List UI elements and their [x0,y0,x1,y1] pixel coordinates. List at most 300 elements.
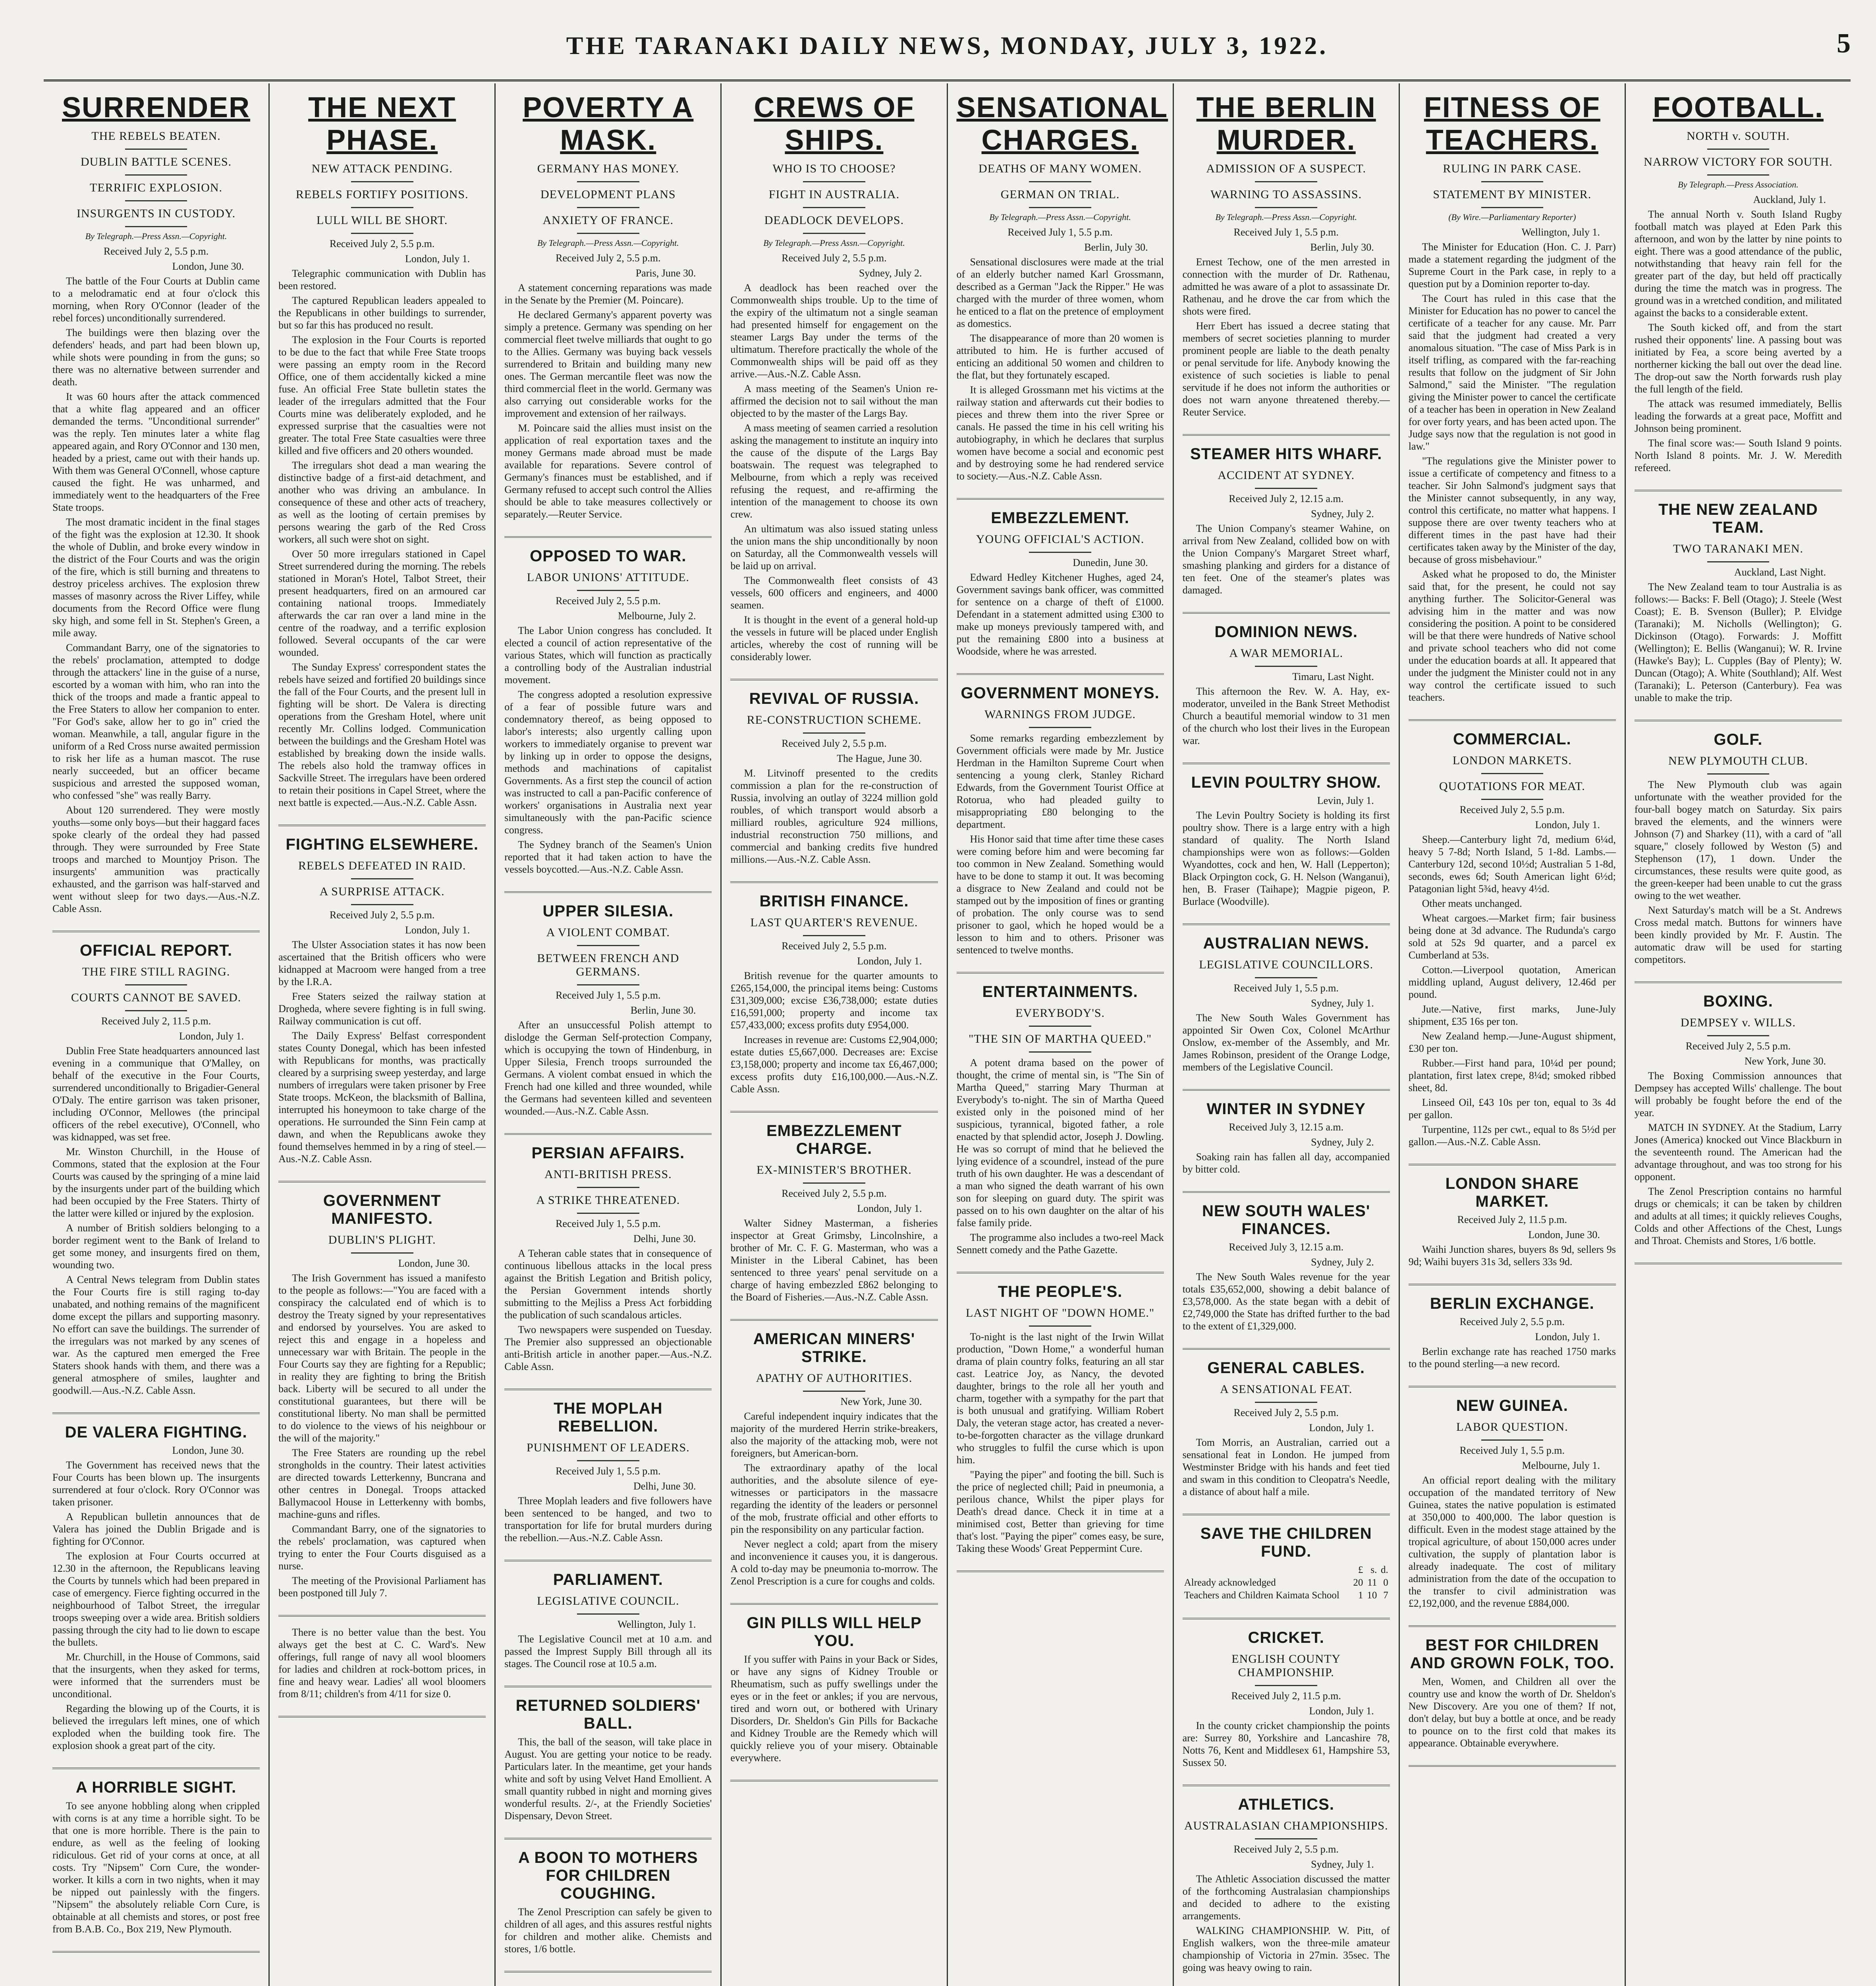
article [52,91,260,915]
article-subhead: GERMAN ON TRIAL. [1000,188,1120,201]
article-subhead: WHO IS TO CHOOSE? [772,162,896,175]
dateline: New York, June 30. [840,1396,922,1407]
table-cell: Already acknowledged [1184,1577,1276,1588]
article-subhead: NEW PLYMOUTH CLUB. [1668,754,1808,767]
article-subhead: REBELS DEFEATED IN RAID. [298,859,466,872]
article-headline: BOXING. [1703,993,1773,1010]
article-headline: WINTER IN SYDNEY [1206,1100,1366,1118]
article-paragraph: The New Plymouth club was again unfortunate with the weather provided for the four-ball bogey match on Saturday. Six pairs braved the elements, and the winners were Johnson (7) and Sharkey (11), with a card of "all square," closely followed by Weston (5) and Stephenson (17), 1 down. Under the circumstances, these results were quite good, as the green-keeper had been unable to cut the grass owing to the wet weather. [1634,779,1842,901]
article-paragraph: The New South Wales Government has appointed Sir Owen Cox, Colonel McArthur Onslow, ex-member of the Assembly, and Mr. James Robinson, president of the Orange Lodge, members of the Legislative Council. [1182,1012,1390,1073]
article [1183,445,1390,596]
article-headline: LEVIN POULTRY SHOW. [1191,774,1381,791]
dateline: Melbourne, July 2. [618,610,696,622]
article-headline: ENTERTAINMENTS. [982,983,1138,1001]
divider [125,984,187,985]
article-headline: DE VALERA FIGHTING. [65,1424,247,1441]
press-credit: (By Wire.—Parliamentary Reporter) [1448,212,1576,222]
article-subhead: ENGLISH COUNTY CHAMPIONSHIP. [1231,1652,1341,1679]
article-paragraph: The Irish Government has issued a manifesto to the people as follows:—"You are faced with a conspiracy the calculated end of which is to destroy the Treaty signed by your representatives and endorsed by yourselves. You are asked to reject this and engage in a hopeless and unnecessary war with Britain. The people in the Four Courts say they are fighting for a Republic; in reality they are fighting to bring the British back. Liberty will be secured to all under the constitutional guarantees, but there will be constitutional liberty. No man shall be permitted to do violence to the views of his neighbour or the will of the majority." [278,1272,486,1444]
divider [1707,174,1770,176]
dateline: London, July 1. [857,955,922,967]
divider [577,984,639,985]
article [730,893,938,1095]
article-headline: COMMERCIAL. [1453,730,1571,748]
article-paragraph: The Levin Poultry Society is holding its first poultry show. There is a large entry with a high standard of quality. The North Island championships were won as follows:—Golden Wyandottes, cock and hen, W. Hall (Lepperton); Black Orpington cock, G. H. Nelson (Wanganui), hen, B. Fraser (Taihape); Magpie pigeon, P. Burlace (Woodville). [1182,809,1390,907]
received-line: Received July 2, 5.5 p.m. [1233,1407,1339,1418]
article [1409,1295,1616,1370]
article-subhead: QUOTATIONS FOR MEAT. [1439,780,1585,793]
article-paragraph: Over 50 more irregulars stationed in Capel Street surrendered during the morning. The rebels stationed in Moran's Hotel, Talbot Street, their present headquarters, fired on an armoured car containing national troops. Immediately afterwards the car ran over a land mine in the centre of the roadway, and a terrific explosion followed. Several occupants of the car were wounded. [278,548,486,658]
article-paragraph: The final score was:— South Island 9 points. North Island 8 points. Mr. J. W. Meredith refereed. [1634,437,1842,473]
press-credit: By Telegraph.—Press Association. [1678,180,1799,189]
article-paragraph: The Free Staters are rounding up the rebel strongholds in the country. Their latest activities are directed towards Letterkenny, Buncrana and other centres in Donegal. Troops attacked Ballymacool House in Letterkenny with bombs, machine-guns and rifles. [278,1447,486,1520]
article [504,1144,712,1373]
dateline: London, July 1. [1309,1705,1374,1717]
article-separator [730,1603,938,1605]
divider [1481,1439,1544,1441]
dateline: Wellington, July 1. [618,1619,696,1630]
article-separator [957,498,1164,500]
received-line: Received July 2, 5.5 p.m. [330,909,435,921]
article [1635,91,1842,474]
dateline: Auckland, Last Night. [1734,566,1826,578]
divider [1029,1325,1091,1327]
article-paragraph: A mass meeting of seamen carried a resolution asking the management to institute an inquiry into the cause of the dispute of the Largs Bay boatswain. The request was telegraphed to Melbourne, from which a reply was received refusing the request, and re-affirming the intention of the management to choose its own crew. [730,422,938,520]
article-paragraph: Soaking rain has fallen all day, accompanied by bitter cold. [1182,1151,1390,1175]
article-subhead: THE FIRE STILL RAGING. [82,965,230,978]
article [504,547,712,875]
received-line: Received July 2, 5.5 p.m. [782,1188,887,1199]
article-paragraph: The Commonwealth fleet consists of 43 vessels, 600 officers and engineers, and 4000 seamen. [730,575,938,611]
article-headline: GENERAL CABLES. [1207,1359,1365,1377]
article-paragraph: Careful independent inquiry indicates that the majority of the murdered Herrin strike-breakers, also the majority of the attacking mob, were not foreigners, but American-born. [730,1410,938,1459]
article [730,1330,938,1587]
article-headline: NEW SOUTH WALES' FINANCES. [1202,1202,1370,1238]
article-paragraph: Cotton.—Liverpool quotation, American middling upland, August delivery, 12.46d per pound. [1408,964,1616,1000]
divider [1481,181,1544,182]
article-paragraph: The Union Company's steamer Wahine, on arrival from New Zealand, collided bow on with the Union Company's Margaret Street wharf, smashing planking and girders for a distance of ten feet. One of the steamer's plates was damaged. [1182,523,1390,596]
dateline: New York, June 30. [1744,1055,1826,1067]
article-paragraph: The Legislative Council met at 10 a.m. and passed the Imprest Supply Bill through all its stages. The Council rose at 10.5 a.m. [504,1633,712,1669]
article-subhead: DEATHS OF MANY WOMEN. [979,162,1142,175]
divider [1255,666,1317,667]
article-separator [1635,981,1842,983]
article [1183,774,1390,908]
article-paragraph: The Athletic Association discussed the matter of the forthcoming Australasian championships and decided to adhere to the existing arrangements. [1182,1873,1390,1922]
article-headline: EMBEZZLEMENT. [991,509,1129,527]
article-paragraph: Telegraphic communication with Dublin has been restored. [278,268,486,292]
article-paragraph: The most dramatic incident in the final stages of the fight was the explosion at 12.30. It shook the whole of Dublin, and broke every window in the district of the Four Courts and was the origin of the fire, which is still burning and threatens to destroy priceless archives. The explosion threw masses of masonry across the River Liffey, while documents from the Record Office were flung sky high, and some fell in St. Stephen's Green, a mile away. [52,516,260,639]
received-line: Received July 2, 5.5 p.m. [556,595,661,607]
received-line: Received July 1, 5.5 p.m. [556,1218,661,1229]
article-subhead: DUBLIN BATTLE SCENES. [80,155,232,168]
article-paragraph: The battle of the Four Courts at Dublin came to a melodramatic end at four o'clock this morning, when Rory O'Connor (leader of the rebel forces) unconditionally surrendered. [52,275,260,324]
divider [1707,561,1770,562]
article-paragraph: Waihi Junction shares, buyers 8s 9d, sellers 9s 9d; Waihi buyers 31s 3d, sellers 33s 9d. [1408,1244,1616,1267]
article-paragraph: The New Zealand team to tour Australia is as follows:— Backs: F. Bell (Otago); J. Steele (West Coast); E. B. Svenson (Buller); P. Elvidge (Taranaki); M. Nicholls (Wellington); G. Dickinson (Otago). Forwards: J. Moffitt (Wellington); E. Bellis (Wanganui); W. R. Irvine (Hawke's Bay); L. Cupples (Bay of Plenty); W. Duncan (Otago); A. White (Southland); Alf. West (Taranaki); L. Peterson (Canterbury). Fea was unable to make the trip. [1634,581,1842,703]
received-line: Received July 2, 11.5 p.m. [1231,1690,1341,1702]
article-paragraph: The Minister for Education (Hon. C. J. Parr) made a statement regarding the judgment of the Supreme Court in the Park case, in reply to a question put by a Dominion reporter to-day. [1408,241,1616,290]
article-paragraph: New Zealand hemp.—June-August shipment, £30 per ton. [1408,1030,1616,1054]
dateline: The Hague, June 30. [837,753,922,764]
table-row [1183,1589,1390,1602]
article-separator [504,1389,712,1390]
article-paragraph: There is no better value than the best. You always get the best at C. C. Ward's. New offerings, full range of navy all wool bloomers for ladies and children at rock-bottom prices, in fine and heavy wear. Ladies' all wool bloomers from 8/11; children's from 4/11 for size 0. [278,1627,486,1700]
article-paragraph: An official report dealing with the military occupation of the mandated territory of New Guinea, states the native population is estimated at 350,000 to 400,000. The labor question is difficult. Even in the modest stage attained by the tropical agriculture, of about 150,000 acres under cultivation, the supply of plantation labor is already inadequate. The cost of military administration from the date of the occupation to the transfer to civil administration was £2,192,000, and the revenue £884,000. [1408,1474,1616,1609]
article [1183,935,1390,1073]
article-paragraph: Turpentine, 112s per cwt., equal to 8s 5½d per gallon.—Aus.-N.Z. Cable Assn. [1408,1124,1616,1148]
article [957,509,1164,657]
article-separator [957,1571,1164,1572]
article [278,1192,486,1599]
article-headline: SAVE THE CHILDREN FUND. [1200,1525,1372,1560]
article-headline: BRITISH FINANCE. [759,893,909,910]
article-subhead: ANXIETY OF FRANCE. [542,214,674,227]
article [504,91,712,520]
article-separator [730,679,938,680]
table-row [1183,1564,1390,1576]
article-subhead: BETWEEN FRENCH AND GERMANS. [537,952,679,978]
press-credit: By Telegraph.—Press Assn.—Copyright. [85,231,227,241]
article [52,1424,260,1752]
article-headline: THE NEW ZEALAND TEAM. [1658,501,1818,536]
article-paragraph: Three Moplah leaders and five followers have been sentenced to be hanged, and two to transportation for life for brutal murders during the rebellion.—Aus.-N.Z. Cable Assn. [504,1495,712,1544]
article-headline: FIGHTING ELSEWHERE. [286,836,479,853]
divider [1707,773,1770,775]
dateline: London, June 30. [398,1258,470,1269]
article [1409,1397,1616,1609]
article-paragraph: The Sydney branch of the Seamen's Union reported that it had taken action to have the vessels boycotted.—Aus.-N.Z. Cable Assn. [504,839,712,875]
article-paragraph: Tom Morris, an Australian, carried out a sensational feat in London. He jumped from Westminster Bridge with his hands and feet tied and swam in this condition to Cleopatra's Needle, a distance of about half a mile. [1182,1437,1390,1497]
article-headline: OPPOSED TO WAR. [530,547,687,565]
received-line: Received July 2, 5.5 p.m. [556,252,661,264]
article-headline: THE NEXT PHASE. [308,92,456,156]
dateline: London, July 1. [1535,1331,1600,1343]
divider [577,207,639,208]
article-paragraph: Edward Hedley Kitchener Hughes, aged 24, Government savings bank officer, was committed for sentence on a charge of theft of £1000. Defendant in a statement admitted using £300 to make up moneys previously tampered with, and put the remaining £800 into a business at Woodside, where he was arrested. [956,572,1164,657]
article-subhead: A VIOLENT COMBAT. [546,926,670,939]
article-headline: PARLIAMENT. [553,1571,663,1588]
dateline: Dunedin, June 30. [1073,557,1148,568]
dateline: Sydney, July 1. [1311,997,1374,1009]
dateline: London, July 1. [857,1203,922,1214]
article-separator [730,1319,938,1321]
article-separator [52,931,260,932]
article-paragraph: In the county cricket championship the points are: Surrey 80, Yorkshire and Lancashire 78, Notts 76, Kent and Middlesex 61, Hampshire 53, Sussex 50. [1182,1720,1390,1768]
press-credit: By Telegraph.—Press Assn.—Copyright. [537,238,679,248]
table-cell: d. [1381,1565,1388,1575]
divider [1029,181,1091,182]
table-cell: 11 [1367,1577,1377,1588]
article-paragraph: The captured Republican leaders appealed to the Republicans in other buildings to surrender, but so far this has produced no result. [278,295,486,331]
article [1183,1629,1390,1769]
article-paragraph: Some remarks regarding embezzlement by Government officials were made by Mr. Justice Herdman in the Hamilton Supreme Court when sentencing a young clerk, Stanley Richard Edwards, from the Government Tourist Office at Rotorua, who had pleaded guilty to misappropriating £80 belonging to the department. [956,732,1164,830]
article-headline: GOVERNMENT MONEYS. [961,684,1160,702]
article [730,690,938,865]
dateline: Berlin, July 30. [1084,241,1148,253]
press-credit: By Telegraph.—Press Assn.—Copyright. [989,212,1131,222]
received-line: Received July 1, 5.5 p.m. [1459,1445,1565,1456]
article-subhead: ANTI-BRITISH PRESS. [544,1168,672,1181]
received-line: Received July 3, 12.15 a.m. [1229,1121,1344,1133]
article [278,1626,486,1700]
dateline: London, July 1. [405,253,470,265]
article-paragraph: It was 60 hours after the attack commenced that a white flag appeared and an officer demanded the terms. "Unconditional surrender" was the reply. Ten minutes later a white flag appeared again, and Rory O'Connor and 130 men, headed by a priest, came out with their hands up. With them was General O'Connell, whose capture caused the fight. He was unharmed, and immediately went to the headquarters of the Free State troops. [52,391,260,513]
article-subhead: "THE SIN OF MARTHA QUEED." [968,1032,1152,1045]
article-headline: AMERICAN MINERS' STRIKE. [753,1330,915,1366]
table-cell: £ [1358,1565,1363,1575]
article-paragraph: Men, Women, and Children all over the country use and know the worth of Dr. Sheldon's New Discovery. Are you one of them? If not, don't delay, but buy a bottle at once, and be ready to pounce on to the first cold that makes its appearance. Obtainable everywhere. [1408,1676,1616,1749]
article [1635,501,1842,704]
article-paragraph: It is thought in the event of a general hold-up the vessels in future will be placed under English articles, whereby the cost of running will be considerably lower. [730,614,938,663]
article-separator [1409,1284,1616,1285]
article-paragraph: The Zenol Prescription can safely be given to children of all ages, and this assures restful nights for children and mother alike. Chemists and stores, 1/6 bottle. [504,1906,712,1955]
article-subhead: WARNINGS FROM JUDGE. [984,708,1136,721]
article-subhead: AUSTRALASIAN CHAMPIONSHIPS. [1184,1819,1388,1832]
dateline: Sydney, July 1. [1311,1858,1374,1870]
article-subhead: LEGISLATIVE COUNCILLORS. [1199,958,1374,971]
article-paragraph: A statement concerning reparations was made in the Senate by the Premier (M. Poincare). [504,282,712,306]
article-paragraph: To see anyone hobbling along when crippled with corns is at any time a horrible sight. To be that one is more horrible. There is the pain to endure, as well as the feeling of looking ridiculous. Get rid of your corns at once, at all costs. Try "Nipsem" Corn Cure, the wonder-worker. It kills a corn in two nights, when it may be nipped out painlessly with the fingers. "Nipsem" the absolutely reliable Corn Cure, is obtainable at all chemists and stores, or post free from B.A.B. Co., Box 219, New Plymouth. [52,1800,260,1935]
article-separator [730,881,938,883]
article-paragraph: A Teheran cable states that in consequence of continuous libellous attacks in the local press against the British Legation and British policy, the Persian Government intends shortly submitting to the Mejliss a Press Act forbidding the publication of such scandalous articles. [504,1248,712,1321]
divider [1707,149,1770,150]
article-paragraph: Dublin Free State headquarters announced last evening in a communique that O'Malley, on behalf of the executive in the Four Courts, surrendered unconditionally to Brigadier-General O'Daly. The entire garrison was taken prisoner, including O'Connor, Mellowes (the principal officers of the rebel executive), O'Connell, who was kidnapped, was set free. [52,1045,260,1143]
divider [577,1213,639,1214]
page-number: 5 [1837,28,1851,59]
article-paragraph: A mass meeting of the Seamen's Union re-affirmed the decision not to sail without the man objected to by the master of the Largs Bay. [730,383,938,419]
received-line: Received July 2, 5.5 p.m. [782,252,887,264]
dateline: London, July 1. [1309,1422,1374,1433]
article-subhead: STATEMENT BY MINISTER. [1433,188,1592,201]
table-cell [1183,1564,1351,1576]
divider [1481,773,1544,774]
divider [803,207,865,208]
article-paragraph: His Honor said that time after time these cases were coming before him and were becoming far too common in New Zealand. Something would have to be done to stamp it out. It was becoming a disgrace to New Zealand and could not be stamped out by the imposition of fines or granting of probation. The only course was to send prisoner to gaol, which he hoped would be a lesson to him and to others. Prisoner was sentenced to twelve months. [956,833,1164,956]
article-separator [52,1951,260,1953]
divider [351,1252,413,1254]
article [1183,1359,1390,1498]
received-line: Received July 2, 5.5 p.m. [782,738,887,749]
article-subhead: FIGHT IN AUSTRALIA. [768,188,900,201]
received-line: Received July 1, 5.5 p.m. [1007,226,1113,238]
article-subhead: ACCIDENT AT SYDNEY. [1218,469,1355,482]
article [1409,730,1616,1148]
article-paragraph: A number of British soldiers belonging to a border regiment went to the Bank of Ireland to get some money, and insurgents fired on them, wounding two. [52,1222,260,1271]
article-paragraph: Commandant Barry, one of the signatories to the rebels' proclamation, was captured when trying to enter the Four Courts disguised as a nurse. [278,1523,486,1572]
divider [803,1182,865,1184]
article-subhead: LAST QUARTER'S REVENUE. [750,916,918,929]
article [504,902,712,1117]
article-paragraph: Linseed Oil, £43 10s per ton, equal to 3s 4d per gallon. [1408,1097,1616,1121]
article-separator [504,1838,712,1839]
article-separator [504,1971,712,1972]
article-separator [1183,612,1390,614]
article-separator [1183,1191,1390,1193]
article-paragraph: The explosion at Four Courts occurred at 12.30 in the afternoon, the Republicans leaving the Courts by tunnels which had been prepared in case of emergency. Fierce fighting occurred in the neighbourhood of Talbot Street, the irregular troops sweeping over a wide area. British soldiers passing through the city had to lie down to escape the bullets. [52,1550,260,1648]
press-credit: By Telegraph.—Press Assn.—Copyright. [763,238,905,248]
received-line: Received July 2, 5.5 p.m. [330,238,435,249]
article-paragraph: To-night is the last night of the Irwin Willat production, "Down Home," a wonderful human drama of plain country folks, featuring an all star cast. Leatrice Joy, as Nancy, the devoted daughter, brings to the role all her youth and charm, together with a sympathy for the part that is both unusual and gratifying. William Robert Daly, the veteran stage actor, has created a never-to-be-forgotten character as the village drunkard who struggles to fulfil the curse which is upon him. [956,1331,1164,1466]
divider [125,226,187,227]
divider [1255,207,1317,208]
article [956,91,1168,482]
divider [577,1613,639,1615]
divider [577,233,639,234]
article-paragraph: Commandant Barry, one of the signatories to the rebels' proclamation, attempted to dodge through the attackers' line in the guise of a nurse, escorted by a woman with him, who ran into the thick of the troops and made a frantic appeal to the Free Staters to allow her companion to enter. "For God's sake, allow her to go in" cried the woman. Meanwhile, a tall, angular figure in the uniform of a Red Cross nurse awaited permission to risk her life as a human mascot. The ruse nearly succeeded, but an officer became suspicious and arrested the supposed woman, who confessed "she" was really Barry. [52,642,260,801]
divider [125,174,187,176]
divider [351,233,413,234]
columns-container [44,83,1851,1986]
article-subhead: NEW ATTACK PENDING. [311,162,453,175]
dateline: London, June 30. [1528,1229,1600,1240]
dateline: Sydney, July 2. [1311,508,1374,520]
table-cell: 0 [1383,1577,1388,1588]
received-line: Received July 2, 12.15 a.m. [1229,493,1344,504]
article [1183,1202,1390,1332]
subscription-table [1183,1564,1390,1602]
article-headline: RETURNED SOLDIERS' BALL. [515,1697,701,1732]
article-headline: GIN PILLS WILL HELP YOU. [747,1614,922,1650]
dateline: London, June 30. [172,1445,244,1456]
article [1409,1175,1616,1268]
divider [1029,207,1091,208]
article [957,983,1164,1256]
dateline: Delhi, June 30. [633,1233,696,1244]
column-4 [722,83,948,1986]
table-cell: s. [1370,1565,1377,1575]
article [278,836,486,1165]
dateline: Berlin, June 30. [630,1005,696,1016]
article-paragraph: Wheat cargoes.—Market firm; fair business being done at 3d advance. The Rudunda's cargo sold at 52s 9d quarter, and a parcel ex Cumberland at 53s. [1408,912,1616,961]
column-2 [270,83,496,1986]
article-paragraph: The Daily Express' Belfast correspondent states County Donegal, which has been infested with Republicans for months, was practically cleared by a surprising sweep yesterday, and large numbers of irregulars were taken prisoner by Free State troops. McKeon, the blacksmith of Ballina, interrupted his honeymoon to take charge of the operations. He surrounded the Sinn Fein camp at dawn, and when the Republicans awoke they found themselves hemmed in by a ring of steel.—Aus.-N.Z. Cable Assn. [278,1030,486,1165]
newspaper-title: THE TARANAKI DAILY NEWS, MONDAY, JULY 3, 1922. [566,31,1328,60]
article-separator [730,1111,938,1113]
article-paragraph: The Boxing Commission announces that Dempsey has accepted Wills' challenge. The bout will probably be fought before the end of the year. [1634,1070,1842,1119]
article-separator [504,891,712,893]
article-paragraph: The Government has received news that the Four Courts has been blown up. The insurgents surrendered at four o'clock. Rory O'Connor was taken prisoner. [52,1459,260,1508]
column-3 [496,83,722,1986]
article-paragraph: Jute.—Native, first marks, June-July shipment, £35 16s per ton. [1408,1003,1616,1027]
article-headline: A HORRIBLE SIGHT. [75,1779,237,1796]
article-paragraph: The explosion in the Four Courts is reported to be due to the fact that while Free State troops were passing an empty room in the Record Office, one of them accidentally kicked a mine fuse. An official Free State bulletin states the leader of the irregulars admitted that the Four Courts mine was deliberately exploded, and he expressed surprise that the casualties were not greater. The total Free State casualties were three killed and five officers and 20 others wounded. [278,334,486,456]
article-paragraph: WALKING CHAMPIONSHIP. W. Pitt, of English walkers, won the three-mile amateur championship of Victoria in 27min. 35sec. The going was heavy owing to rain. [1182,1925,1390,1973]
article-paragraph: About 120 surrendered. They were mostly youths—some only boys—but their haggard faces spoke clearly of the ordeal they had passed through. They were surrounded by Free State troops and marched to Mountjoy Prison. The insurgents' ammunition was practically exhausted, and the garrison was half-starved and went without sleep for two days.—Aus.-N.Z. Cable Assn. [52,804,260,914]
article-separator [1183,923,1390,925]
article-subhead: YOUNG OFFICIAL'S ACTION. [976,533,1145,546]
article-paragraph: Never neglect a cold; apart from the misery and inconvenience it causes you, it is dangerous. A cold to-day may be pneumonia to-morrow. The Zenol Prescription is a cure for coughs and colds. [730,1538,938,1587]
received-line: Received July 1, 5.5 p.m. [556,1465,661,1477]
article-subhead: LABOR QUESTION. [1456,1420,1568,1433]
article-subhead: NARROW VICTORY FOR SOUTH. [1644,155,1833,168]
article [52,942,260,1397]
article-paragraph: The disappearance of more than 20 women is attributed to him. He is further accused of enticing an additional 50 women and children to the flat, but they fortunately escaped. [956,332,1164,381]
article-headline: THE PEOPLE'S. [998,1283,1123,1300]
article-subhead: TWO TARANAKI MEN. [1673,542,1804,555]
article-separator [504,1133,712,1135]
article-paragraph: The South kicked off, and from the start rushed their opponents' line. A passing bout was initiated by Fea, a score being averted by a northerner kicking the ball out over the dead line. The drop-out saw the North forwards rush play the full length of the field. [1634,322,1842,395]
received-line: Received July 2, 11.5 p.m. [101,1015,211,1027]
dateline: Delhi, June 30. [633,1480,696,1492]
dateline: Melbourne, July 1. [1522,1460,1600,1471]
article-separator [504,1686,712,1687]
article-subhead: LEGISLATIVE COUNCIL. [537,1594,679,1607]
article-subhead: EX-MINISTER'S BROTHER. [757,1163,912,1177]
article-separator [52,1412,260,1414]
article-separator [278,1716,486,1717]
article-paragraph: The congress adopted a resolution expressive of a fear of possible future wars and condemnatory thereof, as being opposed to labor's interests; also urgently calling upon workers to immediately organise to prevent war by linking up in order to oppose the designs, methods and machinations of capitalist Governments. As a first step the council of action was instructed to call a pan-Pacific conference of workers' organisations in Australia next year simultaneously with the pan-Pacific science congress. [504,689,712,836]
article [730,91,938,663]
article-headline: EMBEZZLEMENT CHARGE. [766,1122,902,1157]
article-paragraph: Walter Sidney Masterman, a fisheries inspector at Great Grimsby, Lincolnshire, a brother of Mr. C. F. G. Masterman, who was a Minister in the Liberal Cabinet, has been sentenced to three years' penal servitude on a charge of having embezzled £862 belonging to the Board of Fisheries.—Aus.-N.Z. Cable Assn. [730,1217,938,1303]
article-headline: REVIVAL OF RUSSIA. [749,690,919,707]
article [278,91,486,809]
article-paragraph: Next Saturday's match will be a St. Andrews Cross medal match. Buttons for winners have been kindly provided by Mr. F. Austin. The automatic draw will be used for starting competitors. [1634,904,1842,965]
article-subhead: NORTH v. SOUTH. [1687,129,1790,143]
article-subhead: GERMANY HAS MONEY. [537,162,679,175]
article-paragraph: Rubber.—First hand para, 10¼d per pound; plantation, first latex crepe, 8¼d; smoked ribbed sheet, 8d. [1408,1057,1616,1093]
article-headline: NEW GUINEA. [1456,1397,1568,1414]
article-paragraph: A deadlock has been reached over the Commonwealth ships trouble. Up to the time of the expiry of the ultimatum not a single seaman had presented himself for engagement on the steamer Largs Bay under the terms of the ultimatum. Therefore practically the whole of the Commonwealth ships will be paid off as they arrive.—Aus.-N.Z. Cable Assn. [730,282,938,380]
article-paragraph: The Ulster Association states it has now been ascertained that the British officers who were kidnapped at Macroom were hanged from a tree by the I.R.A. [278,939,486,987]
received-line: Received July 2, 5.5 p.m. [1459,1316,1565,1327]
article-subhead: A SENSATIONAL FEAT. [1220,1383,1353,1396]
article-separator [1409,1164,1616,1165]
article [504,1400,712,1544]
article-paragraph: A Central News telegram from Dublin states the Four Courts fire is still raging to-day unabated, and nothing remains of the magnificent dome except the pillars and supporting masonry. No effort can save the buildings. The surrender of the irregulars was not marked by any scenes of war. As the captured men emerged the Free Staters shook hands with them, and there was a general atmosphere of smiles, laughter and goodwill.—Aus.-N.Z. Cable Assn. [52,1274,260,1396]
article-separator [1183,434,1390,436]
article-paragraph: After an unsuccessful Polish attempt to dislodge the German Self-protection Company, which is occupying the town of Hindenburg, in Upper Silesia, French troops surrounded the Germans. A violent combat ensued in which the French had one killed and three wounded, while the Germans had seventeen killed and seventeen wounded.—Aus.-N.Z. Cable Assn. [504,1019,712,1117]
article [1635,731,1842,966]
article-paragraph: Herr Ebert has issued a decree stating that members of secret societies planning to murder prominent people are liable to the death penalty or penal servitude for life. Anybody knowing the existence of such societies is liable to penal servitude if he does not inform the authorities or does not warn anyone threatened thereby.—Reuter Service. [1182,320,1390,418]
article [504,1849,712,1955]
article [1409,1636,1616,1749]
article-headline: THE MOPLAH REBELLION. [554,1400,663,1435]
divider [1481,207,1544,208]
article-headline: THE BERLIN MURDER. [1196,92,1376,156]
article-separator [52,1768,260,1769]
article-paragraph: If you suffer with Pains in your Back or Sides, or have any signs of Kidney Trouble or Rheumatism, such as puffy swellings under the eyes or in the feet or ankles; if you are nervous, tired and worn out, or bothered with Urinary Disorders, Dr. Sheldon's Gin Pills for Backache and Kidney Trouble are the Remedy which will quickly relieve you of your misery. Obtainable everywhere. [730,1654,938,1764]
divider [125,1010,187,1011]
dateline: Levin, July 1. [1317,795,1374,806]
article [504,1571,712,1670]
article-subhead: RE-CONSTRUCTION SCHEME. [747,713,922,726]
article [1183,1100,1390,1175]
article-separator [1409,1386,1616,1387]
article-paragraph: The Court has ruled in this case that the Minister for Education has no power to cancel the certificate of a teacher for any cause. Mr. Parr said that the judgment had created a very anomalous situation. "The case of Miss Park is in itself trifling, as compared with the far-reaching results that follow on the judgment of Sir John Salmond," said the Minister. "The regulation giving the Minister power to cancel the certificate of a teacher has been in operation in New Zealand for over forty years, and has been acted upon. The Judge says now that the regulation is not good in law." [1408,293,1616,452]
article-headline: ATHLETICS. [1238,1796,1334,1813]
divider [577,1187,639,1188]
divider [1029,552,1091,553]
article-subhead: DEADLOCK DEVELOPS. [764,214,904,227]
dateline: Wellington, July 1. [1521,226,1600,238]
article-separator [504,1560,712,1561]
column-7 [1400,83,1626,1986]
article-headline: CRICKET. [1248,1629,1324,1646]
article-paragraph: The attack was resumed immediately, Bellis leading the forwards at a great pace, Moffitt and Johnson being prominent. [1634,398,1842,434]
masthead [44,12,1851,81]
divider [1255,977,1317,978]
received-line: Received July 2, 5.5 p.m. [1459,804,1565,815]
article-paragraph: Mr. Winston Churchill, in the House of Commons, stated that the explosion at the Four Courts was caused by the springing of a mine laid by the insurgents under part of the building which had been occupied by the Free Staters. Thirty of the latter were killed or injured by the explosion. [52,1146,260,1219]
column-5 [948,83,1174,1986]
column-8 [1626,83,1851,1986]
article-subhead: APATHY OF AUTHORITIES. [756,1372,913,1385]
article-separator [957,673,1164,675]
article [730,1122,938,1303]
dateline: London, July 1. [1535,819,1600,831]
